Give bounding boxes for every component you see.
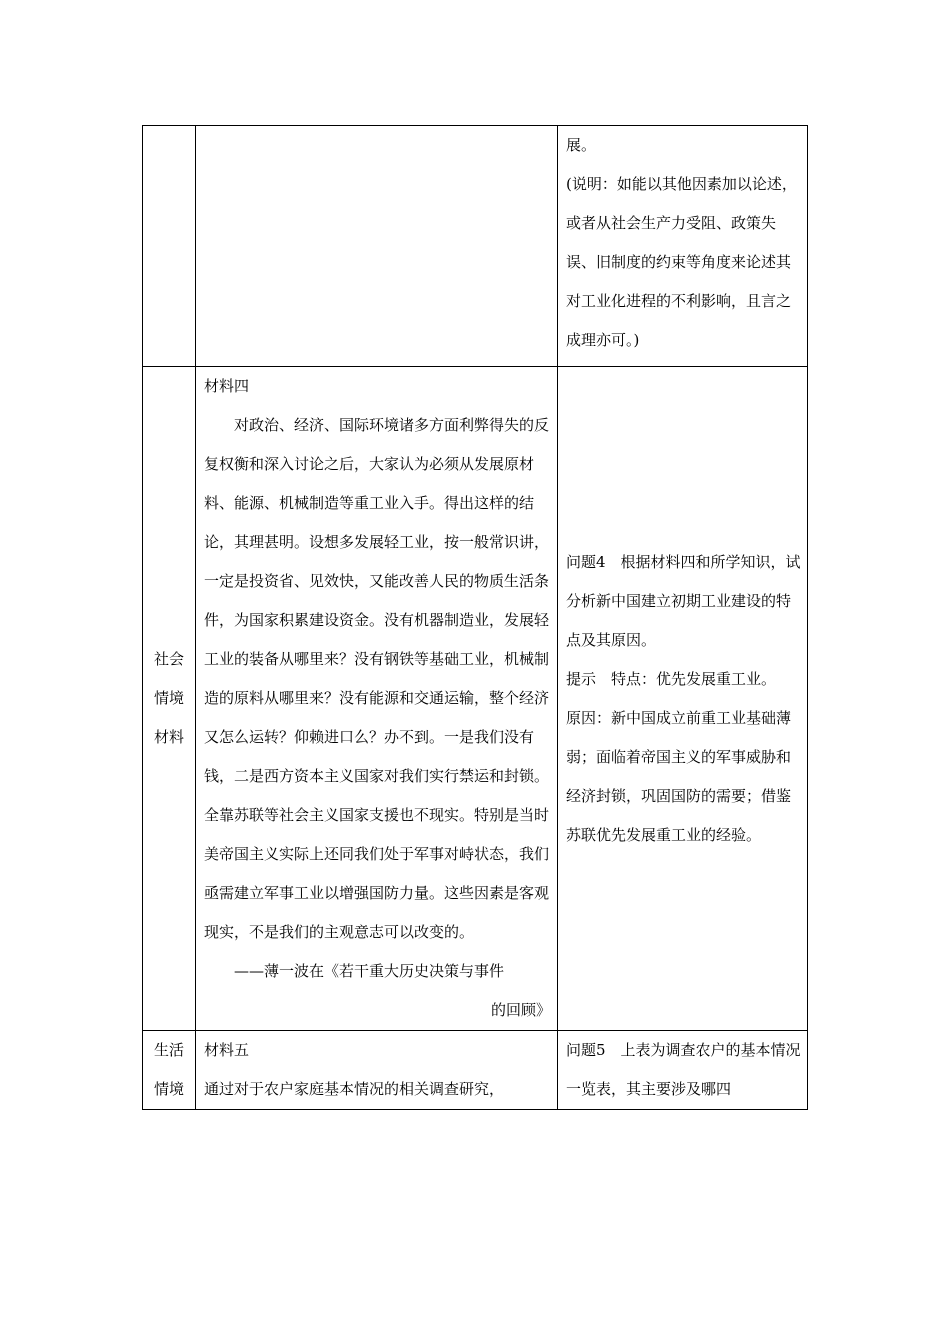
material-source-cont: 的回顾》: [490, 1001, 551, 1019]
label-char: 社会: [153, 650, 184, 668]
answer-note: (说明：如能以其他因素加以论述，或者从社会生产力受阻、政策失误、旧制度的约束等角度来论述其对工业化进程的不利影响，且言之成理亦可。): [566, 175, 797, 349]
material-body: 对政治、经济、国际环境诸多方面利弊得失的反复权衡和深入讨论之后，大家认为必须从发展原材料、能源、机械制造等重工业入手。得出这样的结论，其理甚明。设想多发展轻工业，按一般常识讲，一定是投资省、见效快，又能改善人民的物质生活条件，为国家积累建设资金。没有机器制造业，发展轻工业的装备从哪里来？没有钢铁等基础工业，机械制造的原料从哪里来？没有能源和交通运输，整个经济又怎么运转？仰赖进口么？办不到。一是我们没有钱，二是西方资本主义国家对我们实行禁运和封锁。全靠苏联等社会主义国家支援也不现实。特别是当时美帝国主义实际上还同我们处于军事对峙状态，我们亟需建立军事工业以增强国防力量。这些因素是客观现实，不是我们的主观意志可以改变的。: [204, 416, 550, 941]
question-text: 问题5 上表为调查农户的基本情况一览表，其主要涉及哪四: [566, 1041, 801, 1098]
label-char: 生活: [153, 1041, 184, 1059]
reason-text: 原因：新中国成立前重工业基础薄弱；面临着帝国主义的军事威胁和经济封锁，巩固国防的需要；借鉴苏联优先发展重工业的经验。: [566, 708, 792, 844]
table-row: [143, 1031, 808, 1110]
document-table: [142, 125, 808, 1110]
hint-text: 提示 特点：优先发展重工业。: [566, 669, 777, 688]
question-cell: [558, 1031, 808, 1110]
material-cell: [196, 1031, 558, 1110]
label-cell-empty: [143, 126, 196, 367]
question-cell: [558, 367, 808, 1031]
label-cell-life: [143, 1031, 196, 1110]
material-body: 通过对于农户家庭基本情况的相关调查研究，: [204, 1080, 505, 1098]
label-char: 情境: [153, 689, 184, 707]
label-char: 情境: [153, 1080, 184, 1098]
material-source: ——薄一波在《若干重大历史决策与事件: [234, 962, 505, 980]
material-title: 材料四: [204, 377, 250, 395]
question-text: 问题4 根据材料四和所学知识，试分析新中国建立初期工业建设的特点及其原因。: [566, 552, 801, 649]
table-row: [143, 126, 808, 367]
material-cell: [196, 367, 558, 1031]
label-char: 材料: [153, 728, 184, 746]
material-cell-empty: [196, 126, 558, 367]
answer-cell: [558, 126, 808, 367]
material-title: 材料五: [204, 1041, 250, 1059]
label-cell-social: [143, 367, 196, 1031]
table-row: [143, 367, 808, 1031]
answer-line: 展。: [566, 136, 597, 154]
